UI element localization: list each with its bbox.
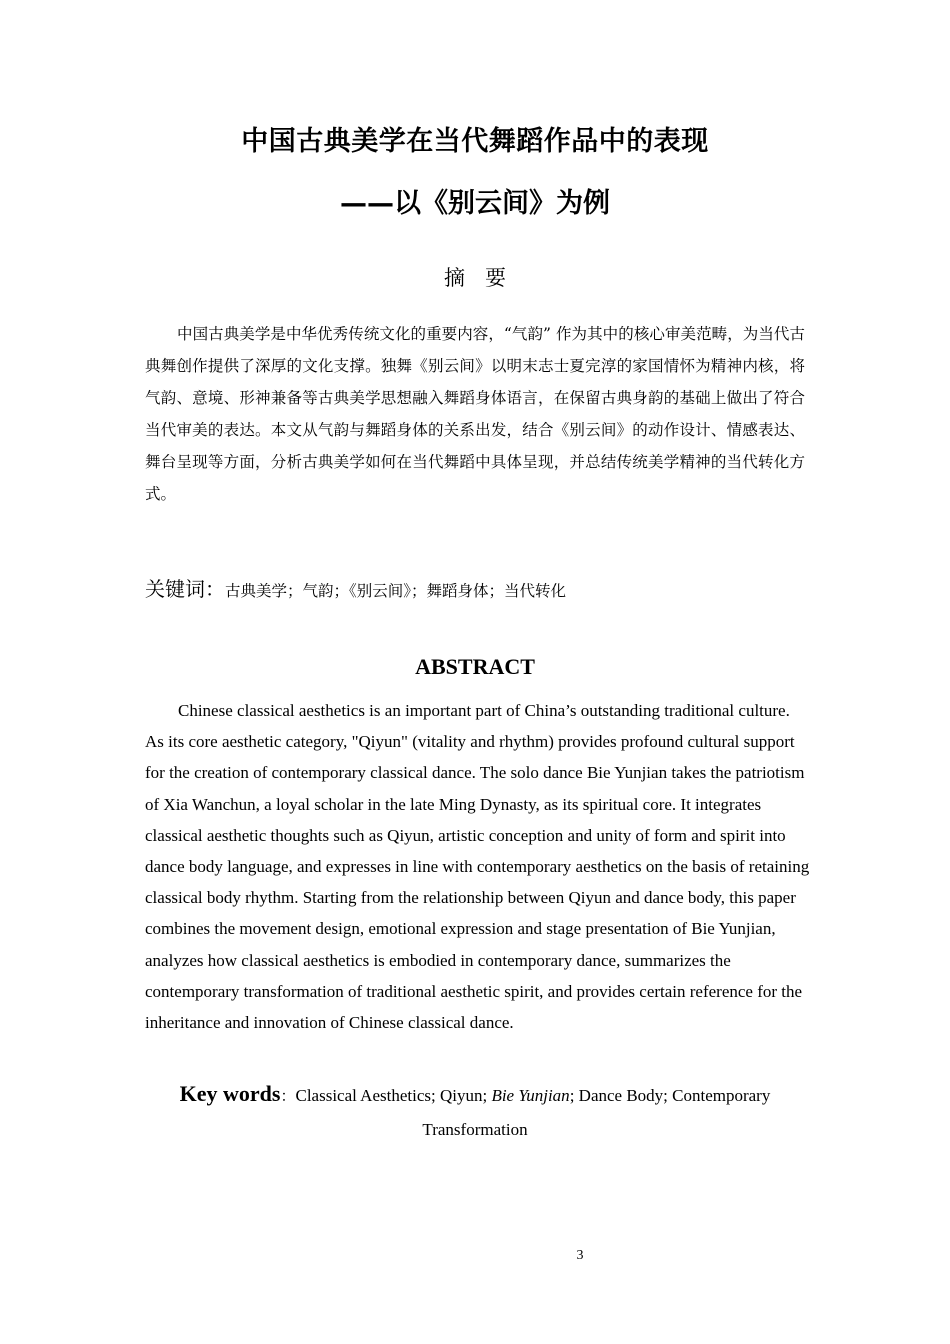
english-abstract-body: Chinese classical aesthetics is an important part of China’s outstanding traditional culture. As its core aesthetic category, "Qiyun" (vitality and rhythm) provides profound cultural support for the creation of contemporary classical dance. The solo dance Bie Yunjian takes the patriotism of Xia Wanchun, a loyal scholar in the late Ming Dynasty, as its spiritual core. It integrates classical aesthetic thoughts such as Qiyun, artistic conception and unity of form and spirit into dance body language, and expresses in line with contemporary aesthetics on the basis of retaining classical body rhythm. Starting from the relationship between Qiyun and dance body, this paper combines the movement design, emotional expression and stage presentation of Bie Yunjian, analyzes how classical aesthetics is embodied in contemporary dance, summarizes the contemporary transformation of traditional aesthetic spirit, and provides certain reference for the inheritance and innovation of Chinese classical dance. <box>145 701 810 1033</box>
chinese-abstract-body: 中国古典美学是中华优秀传统文化的重要内容，“气韵” 作为其中的核心审美范畴，为当代古典舞创作提供了深厚的文化支撑。独舞《别云间》以明末志士夏完淳的家国情怀为精神内核，将气韵、意境、形神兼备等古典美学思想融入舞蹈身体语言，在保留古典身韵的基础上做出了符合当代审美的表达。本文从气韵与舞蹈身体的关系出发，结合《别云间》的动作设计、情感表达、舞台呈现等方面，分析古典美学如何在当代舞蹈中具体呈现，并总结传统美学精神的当代转化方式。 <box>145 325 805 503</box>
paper-subtitle: ——以《别云间》为例 <box>340 188 610 219</box>
chinese-keywords-text: 古典美学；气韵；《别云间》；舞蹈身体；当代转化 <box>225 582 567 600</box>
english-abstract-heading: ABSTRACT <box>415 654 535 679</box>
chinese-abstract-heading: 摘要 <box>444 266 526 290</box>
english-keywords <box>145 1077 805 1147</box>
chinese-keywords-label: 关键词： <box>145 577 225 601</box>
english-keywords-separator: ： <box>280 1087 296 1105</box>
english-keywords-text-1: Classical Aesthetics; Qiyun; <box>295 1086 492 1105</box>
chinese-keywords <box>145 573 805 608</box>
paper-title: 中国古典美学在当代舞蹈作品中的表现 <box>241 126 709 157</box>
english-keywords-label: Key words <box>179 1081 281 1106</box>
english-keywords-italic: Bie Yunjian <box>491 1086 570 1105</box>
english-keywords-text-2: ; Dance Body; Contemporary Transformation <box>422 1086 771 1139</box>
page-number: 3 <box>576 1248 584 1263</box>
